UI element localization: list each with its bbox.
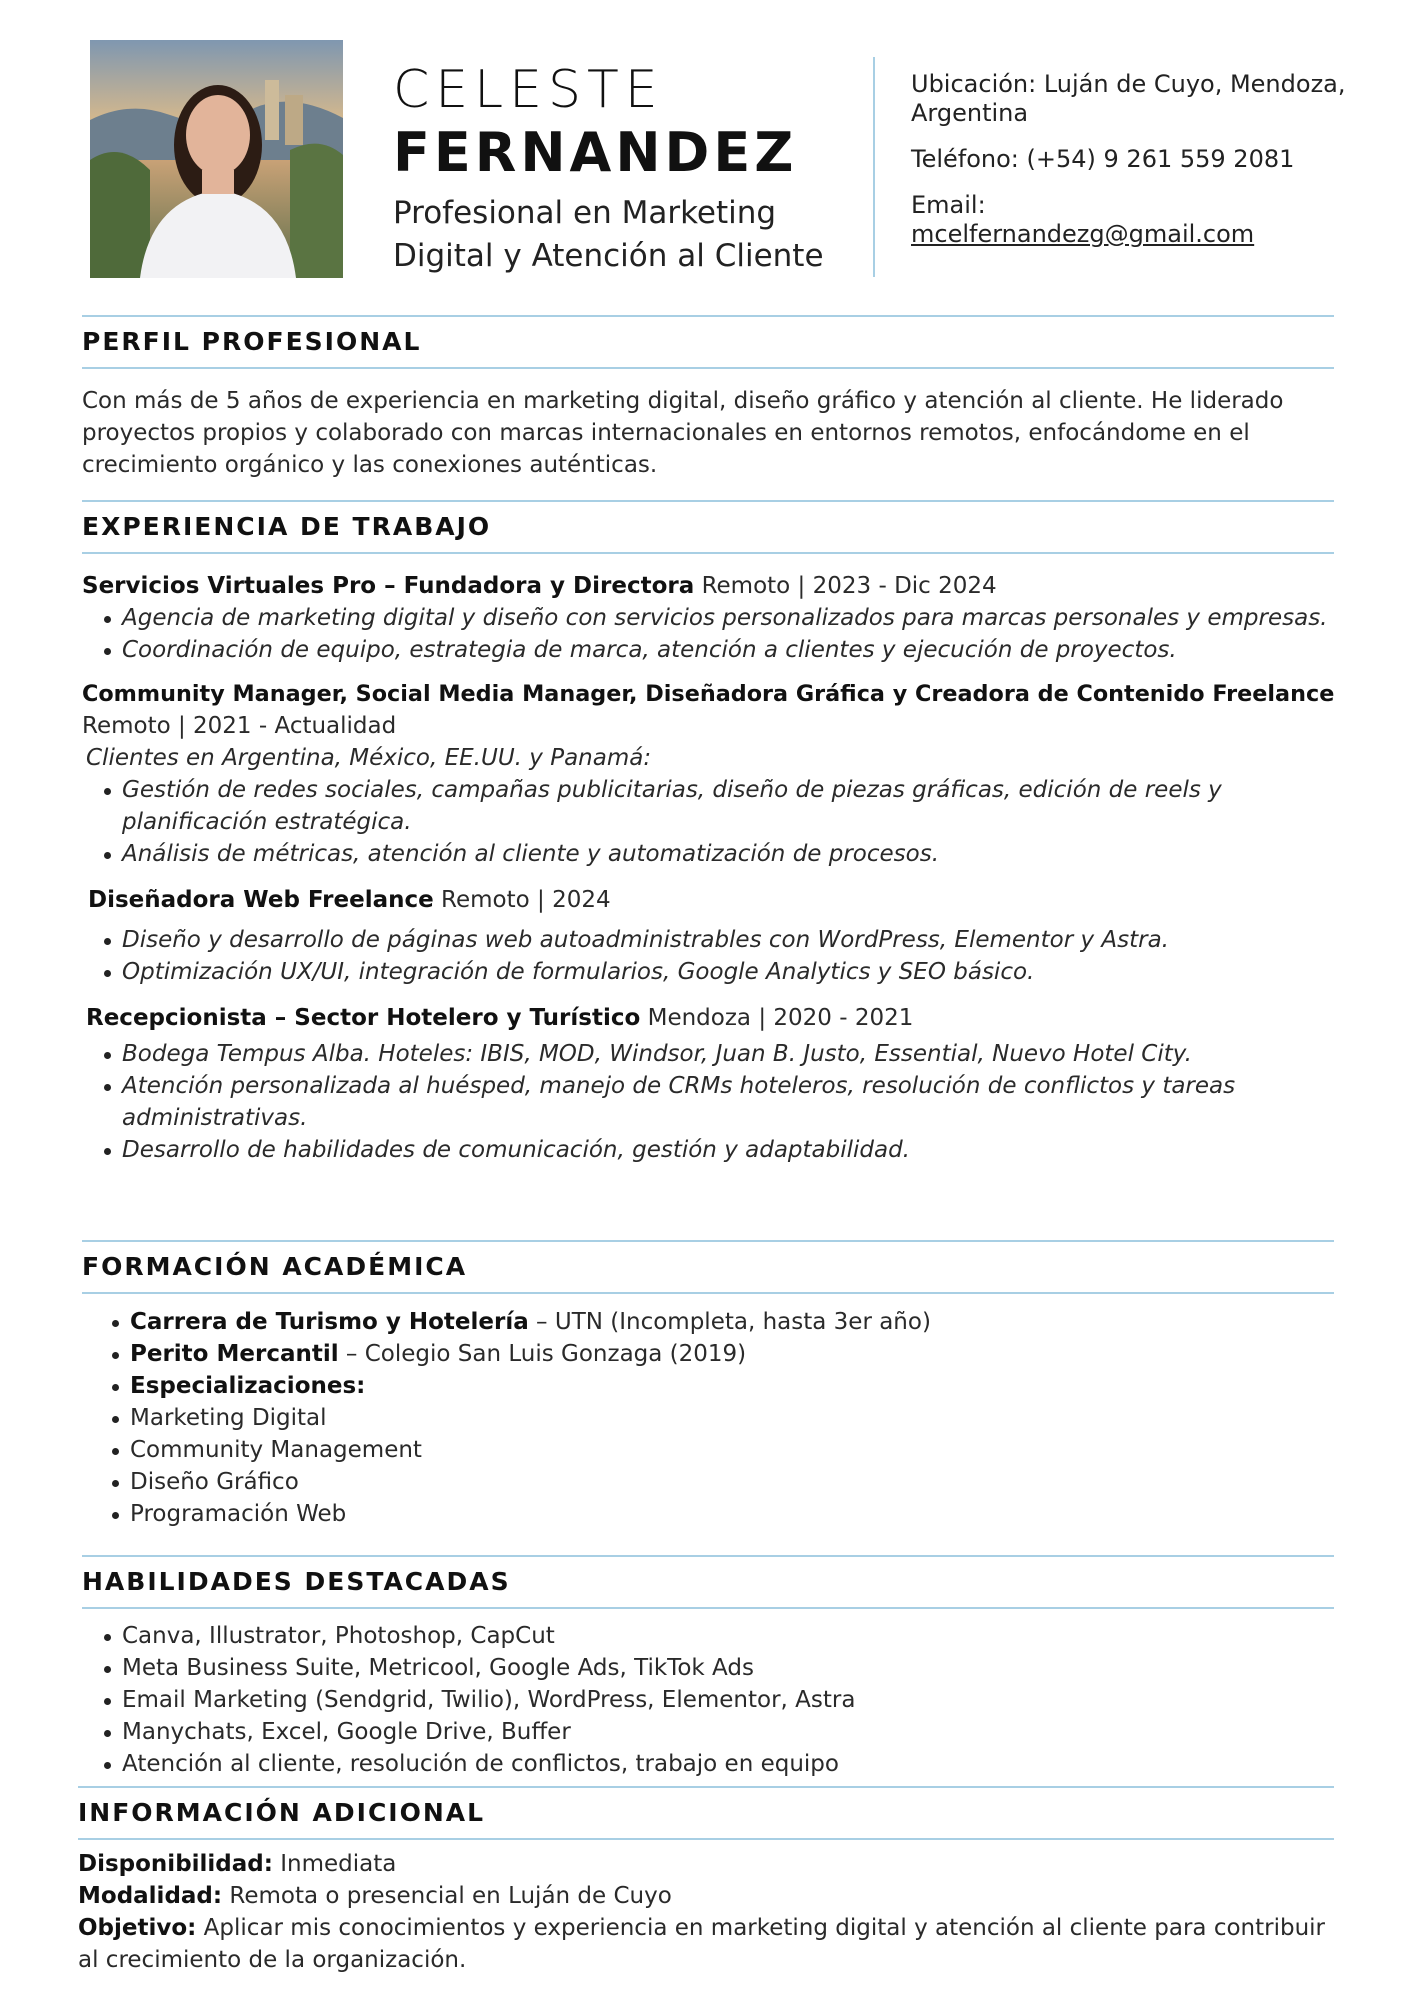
job-role: Servicios Virtuales Pro – Fundadora y Directora [82, 573, 695, 599]
contact-info [911, 70, 1371, 249]
job-bullet: Análisis de métricas, atención al cliente y automatización de procesos. [82, 838, 1342, 870]
divider [78, 1838, 1334, 1840]
headline: Profesional en Marketing Digital y Atención al Cliente [393, 195, 824, 274]
job-bullets [82, 602, 1342, 666]
divider [82, 367, 1334, 369]
email-label: Email: [911, 191, 986, 219]
job-item [82, 678, 1342, 870]
skill-item: Meta Business Suite, Metricool, Google Ads, TikTok Ads [82, 1652, 1342, 1684]
email-link[interactable]: mcelfernandezg@gmail.com [911, 220, 1255, 248]
objective: Objetivo: Aplicar mis conocimientos y experiencia en marketing digital y atención al cliente para contribuir al crecimiento de la organización. [78, 1915, 1326, 1973]
education-list [82, 1306, 1342, 1530]
section-title-experience: EXPERIENCIA DE TRABAJO [82, 512, 492, 541]
section-title-additional: INFORMACIÓN ADICIONAL [78, 1798, 486, 1827]
divider [82, 1292, 1334, 1294]
divider [82, 1607, 1334, 1609]
job-intro: Clientes en Argentina, México, EE.UU. y Panamá: [86, 745, 652, 771]
divider [78, 1786, 1334, 1788]
additional-info [78, 1848, 1328, 1976]
job-bullet: Optimización UX/UI, integración de formularios, Google Analytics y SEO básico. [82, 956, 1342, 988]
availability: Disponibilidad: Inmediata [78, 1851, 397, 1877]
last-name: FERNANDEZ [393, 121, 798, 184]
job-bullets [82, 924, 1342, 988]
profile-photo [90, 40, 343, 278]
job-meta: Remoto | 2021 - Actualidad [82, 713, 397, 739]
job-item [82, 570, 1342, 666]
job-bullet: Diseño y desarrollo de páginas web autoadministrables con WordPress, Elementor y Astra. [82, 924, 1342, 956]
job-meta: Remoto | 2024 [441, 887, 611, 913]
job-role: Diseñadora Web Freelance [88, 887, 434, 913]
skill-item: Email Marketing (Sendgrid, Twilio), WordPress, Elementor, Astra [82, 1684, 1342, 1716]
divider [82, 1555, 1334, 1557]
modality: Modalidad: Remota o presencial en Luján de Cuyo [78, 1883, 672, 1909]
job-bullet: Desarrollo de habilidades de comunicación, gestión y adaptabilidad. [82, 1134, 1342, 1166]
divider [82, 552, 1334, 554]
skill-item: Atención al cliente, resolución de conflictos, trabajo en equipo [82, 1748, 1342, 1780]
job-role: Community Manager, Social Media Manager, Diseñadora Gráfica y Creadora de Contenido Freelance [82, 681, 1335, 707]
education-item: Carrera de Turismo y Hotelería – UTN (Incompleta, hasta 3er año) [90, 1306, 1342, 1338]
job-bullet: Gestión de redes sociales, campañas publicitarias, diseño de piezas gráficas, edición de reels y planificación estratégica. [82, 774, 1342, 838]
divider [82, 500, 1334, 502]
section-title-education: FORMACIÓN ACADÉMICA [82, 1252, 468, 1281]
first-name: CELESTE [393, 60, 664, 120]
skills-list [82, 1620, 1342, 1780]
experience-list [82, 570, 1342, 1174]
phone: Teléfono: (+54) 9 261 559 2081 [911, 145, 1295, 173]
education-item: Especializaciones: [90, 1370, 1342, 1402]
job-item [82, 1002, 1342, 1166]
specialization-item: Community Management [90, 1434, 1342, 1466]
job-bullets [82, 1038, 1342, 1166]
section-title-profile: PERFIL PROFESIONAL [82, 327, 422, 356]
specialization-item: Programación Web [90, 1498, 1342, 1530]
name-block [393, 60, 853, 278]
job-meta: Remoto | 2023 - Dic 2024 [701, 573, 997, 599]
location: Ubicación: Luján de Cuyo, Mendoza, Argentina [911, 70, 1346, 127]
job-bullet: Atención personalizada al huésped, manejo de CRMs hoteleros, resolución de conflictos y tareas administrativas. [82, 1070, 1342, 1134]
job-item [82, 884, 1342, 988]
profile-text: Con más de 5 años de experiencia en marketing digital, diseño gráfico y atención al cliente. He liderado proyectos propios y colaborado con marcas internacionales en entornos remotos, enfocándome en el crecimiento orgánico y las conexiones auténticas. [82, 388, 1284, 478]
skill-item: Manychats, Excel, Google Drive, Buffer [82, 1716, 1342, 1748]
job-bullets [82, 774, 1342, 870]
job-bullet: Bodega Tempus Alba. Hoteles: IBIS, MOD, Windsor, Juan B. Justo, Essential, Nuevo Hotel City. [82, 1038, 1342, 1070]
job-role: Recepcionista – Sector Hotelero y Turístico [86, 1005, 641, 1031]
specialization-item: Diseño Gráfico [90, 1466, 1342, 1498]
skill-item: Canva, Illustrator, Photoshop, CapCut [82, 1620, 1342, 1652]
specialization-item: Marketing Digital [90, 1402, 1342, 1434]
job-bullet: Coordinación de equipo, estrategia de marca, atención a clientes y ejecución de proyectos. [82, 634, 1342, 666]
divider [82, 1240, 1334, 1242]
education-item: Perito Mercantil – Colegio San Luis Gonzaga (2019) [90, 1338, 1342, 1370]
job-bullet: Agencia de marketing digital y diseño con servicios personalizados para marcas personales y empresas. [82, 602, 1342, 634]
header-divider [873, 57, 875, 277]
divider [82, 315, 1334, 317]
section-title-skills: HABILIDADES DESTACADAS [82, 1567, 511, 1596]
job-meta: Mendoza | 2020 - 2021 [647, 1005, 914, 1031]
